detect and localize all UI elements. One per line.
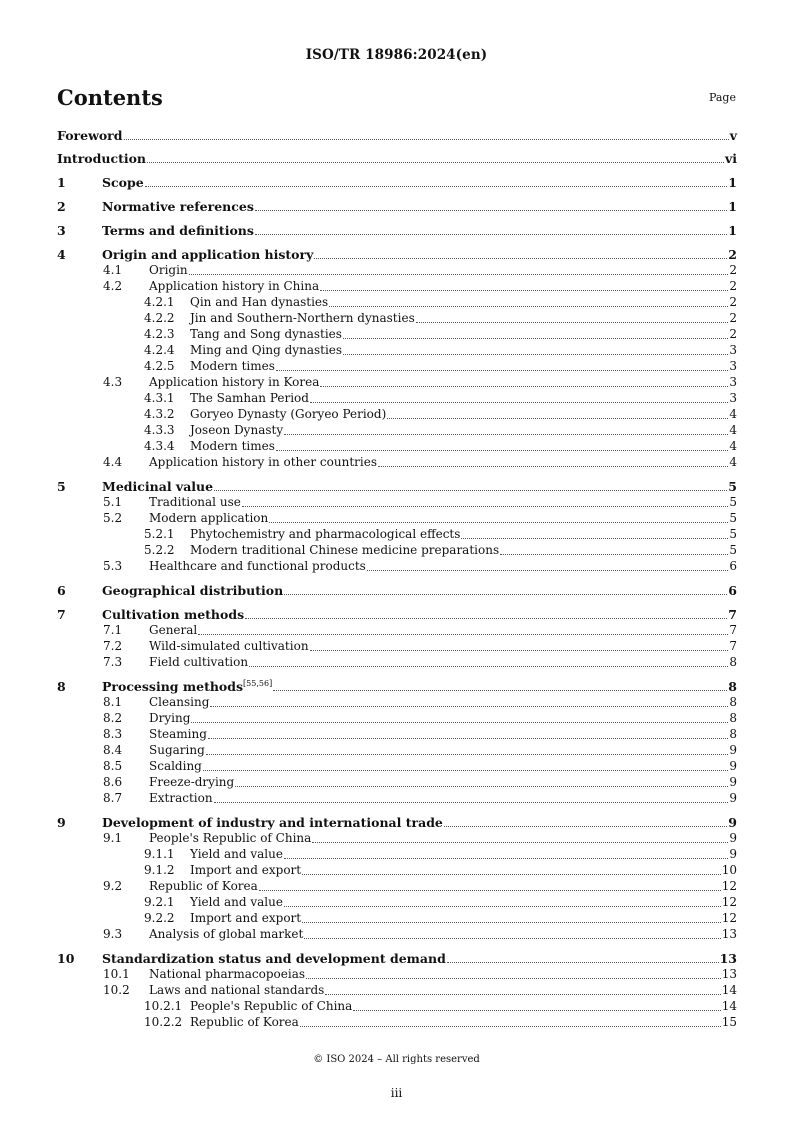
toc-entry[interactable] (57, 542, 737, 558)
dot-leader (208, 738, 728, 739)
toc-entry-number: 5 (57, 479, 66, 494)
toc-entry-number: 4.3.4 (144, 439, 175, 453)
toc-entry[interactable] (57, 262, 737, 278)
dot-leader (500, 554, 728, 555)
toc-entry-number: 9.2.2 (144, 911, 175, 925)
dot-leader (320, 386, 728, 387)
toc-entry-page: 4 (729, 407, 737, 421)
toc-entry[interactable] (57, 454, 737, 470)
toc-entry-title: Republic of Korea (190, 1015, 299, 1029)
toc-entry-page: 3 (729, 359, 737, 373)
toc-entry-title: Geographical distribution (102, 583, 284, 598)
dot-leader (329, 306, 728, 307)
toc-entry-title: Healthcare and functional products (149, 559, 366, 573)
toc-entry-title: Normative references (102, 199, 254, 214)
dot-leader (444, 826, 727, 827)
toc-entry-page: 9 (729, 759, 737, 773)
toc-entry-number: 8.2 (103, 711, 123, 725)
toc-entry-title: Republic of Korea (149, 879, 258, 893)
toc-entry-title: Application history in other countries (149, 455, 377, 469)
toc-entry-page: 14 (721, 983, 737, 997)
dot-leader (145, 186, 728, 187)
toc-entry-page: 3 (729, 391, 737, 405)
toc-entry[interactable] (57, 149, 737, 166)
toc-entry-page: 15 (721, 1015, 737, 1029)
dot-leader (416, 322, 729, 323)
toc-entry-title: Traditional use (149, 495, 241, 509)
toc-entry[interactable] (57, 477, 737, 494)
toc-entry-number: 4.2.1 (144, 295, 175, 309)
dot-leader (214, 490, 727, 491)
toc-entry-title: Joseon Dynasty (190, 423, 284, 437)
page-number: iii (390, 1086, 403, 1100)
toc-entry-number: 4.4 (103, 455, 123, 469)
toc-entry[interactable] (57, 677, 737, 694)
toc-entry-title: National pharmacopoeias (149, 967, 306, 981)
toc-entry-title: People's Republic of China (190, 999, 353, 1013)
toc-entry[interactable] (57, 726, 737, 742)
toc-entry-title: People's Republic of China (149, 831, 312, 845)
toc-entry[interactable] (57, 813, 737, 830)
dot-leader (387, 418, 728, 419)
toc-entry-number: 9.3 (103, 927, 123, 941)
toc-entry-title: Cultivation methods (102, 607, 245, 622)
toc-entry-number: 4.2.4 (144, 343, 175, 357)
toc-entry-title: Qin and Han dynasties (190, 295, 329, 309)
dot-leader (378, 466, 728, 467)
toc-entry-number: 4.3.2 (144, 407, 175, 421)
toc-entry-page: 1 (728, 223, 737, 238)
toc-entry-page: 4 (729, 439, 737, 453)
dot-leader (245, 618, 727, 619)
toc-entry-number: 5.1 (103, 495, 123, 509)
toc-entry[interactable] (57, 438, 737, 454)
toc-entry-number: 4.2.5 (144, 359, 175, 373)
toc-entry[interactable] (57, 622, 737, 638)
toc-entry-number: 9.1.2 (144, 863, 175, 877)
toc-entry-number: 7.2 (103, 639, 123, 653)
dot-leader (203, 770, 728, 771)
dot-leader (310, 402, 728, 403)
toc-entry[interactable] (57, 358, 737, 374)
toc-entry-page: 13 (721, 967, 737, 981)
toc-entry-number: 8.7 (103, 791, 123, 805)
dot-leader (273, 690, 727, 691)
toc-entry-title: General (149, 623, 198, 637)
dot-leader (198, 634, 728, 635)
toc-entry-number: 10.1 (103, 967, 130, 981)
toc-entry-title: Medicinal value (102, 479, 214, 494)
toc-entry[interactable] (57, 878, 737, 894)
toc-entry-page: 3 (729, 375, 737, 389)
toc-entry-page: 3 (729, 343, 737, 357)
toc-entry-title: Yield and value (190, 847, 283, 861)
dot-leader (242, 506, 729, 507)
dot-leader (214, 802, 729, 803)
page-title: Contents (57, 85, 163, 110)
toc-entry-title: Extraction (149, 791, 213, 805)
toc-entry-number: 9.2 (103, 879, 123, 893)
toc-entry[interactable] (57, 1014, 737, 1030)
toc-entry-page: 4 (729, 423, 737, 437)
dot-leader (189, 274, 729, 275)
toc-entry[interactable] (57, 581, 737, 598)
dot-leader (343, 338, 728, 339)
toc-entry-title: Phytochemistry and pharmacological effects (190, 527, 461, 541)
dot-leader (367, 570, 729, 571)
toc-entry-number: 7.3 (103, 655, 123, 669)
toc-entry-page: 5 (729, 527, 737, 541)
toc-entry-title: Origin (149, 263, 188, 277)
toc-entry-page: 5 (729, 511, 737, 525)
toc-entry[interactable] (57, 790, 737, 806)
toc-entry-page: 7 (729, 623, 737, 637)
toc-entry-page: 8 (728, 679, 737, 694)
toc-entry-title: Field cultivation (149, 655, 249, 669)
dot-leader (300, 1026, 721, 1027)
dot-leader (255, 234, 727, 235)
toc-entry[interactable] (57, 926, 737, 942)
toc-entry[interactable] (57, 422, 737, 438)
toc-entry-page: 2 (728, 247, 737, 262)
dot-leader (304, 938, 720, 939)
dot-leader (302, 874, 721, 875)
toc-entry-page: 5 (729, 543, 737, 557)
toc-entry-page: 9 (729, 775, 737, 789)
toc-entry-page: 10 (721, 863, 737, 877)
toc-entry-number: 8.6 (103, 775, 123, 789)
toc-entry-page: 5 (729, 495, 737, 509)
toc-entry-title: Introduction (57, 151, 147, 166)
toc-entry[interactable] (57, 326, 737, 342)
toc-entry-title: Wild-simulated cultivation (149, 639, 309, 653)
toc-entry-page: 6 (729, 559, 737, 573)
toc-entry[interactable] (57, 342, 737, 358)
toc-entry[interactable] (57, 510, 737, 526)
toc-entry-title: Analysis of global market (149, 927, 304, 941)
toc-entry-number: 7.1 (103, 623, 123, 637)
toc-entry-page: 12 (721, 895, 737, 909)
dot-leader (191, 722, 728, 723)
toc-entry-page: 9 (729, 847, 737, 861)
toc-entry[interactable] (57, 126, 737, 143)
toc-entry-title: Goryeo Dynasty (Goryeo Period) (190, 407, 387, 421)
dot-leader (255, 210, 727, 211)
dot-leader (353, 1010, 720, 1011)
dot-leader (447, 962, 719, 963)
toc-entry-title: The Samhan Period (190, 391, 309, 405)
toc-entry-page: 8 (729, 655, 737, 669)
toc-entry-number: 10.2.2 (144, 1015, 183, 1029)
table-of-contents (57, 126, 737, 1030)
toc-entry-number: 3 (57, 223, 66, 238)
toc-entry[interactable] (57, 846, 737, 862)
toc-entry-number: 9.2.1 (144, 895, 175, 909)
toc-entry-number: 4.2.3 (144, 327, 175, 341)
toc-entry-number: 6 (57, 583, 66, 598)
toc-entry-page: 2 (729, 279, 737, 293)
toc-entry-page: 4 (729, 455, 737, 469)
toc-entry[interactable] (57, 558, 737, 574)
toc-entry[interactable] (57, 910, 737, 926)
toc-entry-title: Scalding (149, 759, 202, 773)
toc-entry-page: 2 (729, 295, 737, 309)
toc-entry[interactable] (57, 949, 737, 966)
toc-entry-number: 9 (57, 815, 66, 830)
toc-entry-title: Development of industry and international trade (102, 815, 443, 830)
toc-entry-page: 1 (728, 199, 737, 214)
toc-entry-number: 10.2.1 (144, 999, 183, 1013)
dot-leader (210, 706, 728, 707)
toc-entry-number: 8.4 (103, 743, 123, 757)
dot-leader (314, 258, 727, 259)
toc-entry[interactable] (57, 605, 737, 622)
dot-leader (235, 786, 728, 787)
toc-entry-page: 8 (729, 695, 737, 709)
dot-leader (259, 890, 721, 891)
dot-leader (269, 522, 728, 523)
toc-entry-title: Standardization status and development demand (102, 951, 446, 966)
toc-entry-title: Yield and value (190, 895, 283, 909)
dot-leader (284, 858, 728, 859)
toc-entry-page: 13 (721, 927, 737, 941)
toc-entry-number: 5.3 (103, 559, 123, 573)
toc-entry-number: 8 (57, 679, 66, 694)
toc-entry-title: Scope (102, 175, 144, 190)
toc-entry[interactable] (57, 654, 737, 670)
copyright-footer: © ISO 2024 – All rights reserved (313, 1054, 480, 1065)
toc-entry-page: 14 (721, 999, 737, 1013)
toc-entry[interactable] (57, 310, 737, 326)
toc-entry-title: Foreword (57, 128, 123, 143)
toc-entry-number: 8.3 (103, 727, 123, 741)
toc-entry-page: 1 (728, 175, 737, 190)
toc-entry[interactable] (57, 526, 737, 542)
toc-entry-page: 12 (721, 879, 737, 893)
toc-entry-number: 7 (57, 607, 66, 622)
dot-leader (302, 922, 721, 923)
toc-entry-page: 9 (729, 791, 737, 805)
toc-entry[interactable] (57, 862, 737, 878)
toc-entry-page: vi (724, 151, 737, 166)
toc-entry[interactable] (57, 406, 737, 422)
toc-entry-number: 8.5 (103, 759, 123, 773)
toc-entry-number: 9.1 (103, 831, 123, 845)
toc-entry-number: 5.2 (103, 511, 123, 525)
toc-entry-title: Tang and Song dynasties (190, 327, 342, 341)
toc-entry-number: 5.2.2 (144, 543, 175, 557)
toc-entry[interactable] (57, 966, 737, 982)
toc-entry-page: 2 (729, 263, 737, 277)
toc-entry-page: 7 (729, 639, 737, 653)
toc-entry-title: Jin and Southern-Northern dynasties (190, 311, 415, 325)
page-column-label: Page (708, 91, 736, 104)
toc-entry-number: 4.1 (103, 263, 123, 277)
toc-entry-page: 9 (728, 815, 737, 830)
dot-leader (343, 354, 728, 355)
toc-entry[interactable] (57, 221, 737, 238)
dot-leader (276, 370, 728, 371)
dot-leader (306, 978, 721, 979)
dot-leader (206, 754, 729, 755)
toc-entry-page: 5 (728, 479, 737, 494)
toc-entry-title: Cleansing (149, 695, 210, 709)
toc-entry[interactable] (57, 245, 737, 262)
toc-entry-title: Import and export (190, 863, 302, 877)
toc-entry-title: Sugaring (149, 743, 205, 757)
toc-entry-page: 9 (729, 831, 737, 845)
toc-entry[interactable] (57, 173, 737, 190)
toc-entry[interactable] (57, 294, 737, 310)
toc-entry-title: Processing methods[55,56] (102, 679, 273, 694)
toc-entry[interactable] (57, 982, 737, 998)
toc-entry-title: Modern traditional Chinese medicine preparations (190, 543, 500, 557)
toc-entry[interactable] (57, 774, 737, 790)
toc-entry[interactable] (57, 494, 737, 510)
toc-entry-number: 4.3.1 (144, 391, 175, 405)
dot-leader (312, 842, 728, 843)
toc-entry-title: Origin and application history (102, 247, 314, 262)
toc-entry-page: 13 (719, 951, 737, 966)
toc-entry-page: 12 (721, 911, 737, 925)
toc-entry-title: Freeze-drying (149, 775, 235, 789)
toc-entry-number: 1 (57, 175, 66, 190)
dot-leader (284, 594, 727, 595)
toc-entry-title: Steaming (149, 727, 207, 741)
toc-entry-title: Modern times (190, 439, 275, 453)
toc-entry-page: 2 (729, 327, 737, 341)
toc-entry[interactable] (57, 998, 737, 1014)
toc-entry-number: 9.1.1 (144, 847, 175, 861)
toc-entry-page: 6 (728, 583, 737, 598)
toc-entry-number: 4.3.3 (144, 423, 175, 437)
dot-leader (284, 434, 728, 435)
toc-entry-title: Application history in Korea (149, 375, 320, 389)
toc-entry-title: Import and export (190, 911, 302, 925)
dot-leader (147, 162, 724, 163)
toc-entry-title: Drying (149, 711, 191, 725)
toc-entry-number: 2 (57, 199, 66, 214)
toc-entry-title: Laws and national standards (149, 983, 325, 997)
toc-entry[interactable] (57, 390, 737, 406)
toc-entry-title: Application history in China (149, 279, 320, 293)
document-header: ISO/TR 18986:2024(en) (305, 47, 488, 63)
toc-entry-title: Modern times (190, 359, 275, 373)
toc-entry-page: 8 (729, 727, 737, 741)
toc-entry[interactable] (57, 694, 737, 710)
toc-entry[interactable] (57, 638, 737, 654)
toc-entry-number: 4.2 (103, 279, 123, 293)
dot-leader (276, 450, 728, 451)
dot-leader (284, 906, 721, 907)
toc-entry-page: v (729, 128, 737, 143)
toc-entry-number: 4.3 (103, 375, 123, 389)
toc-entry-page: 2 (729, 311, 737, 325)
toc-entry[interactable] (57, 710, 737, 726)
dot-leader (124, 139, 729, 140)
toc-entry-title: Ming and Qing dynasties (190, 343, 343, 357)
toc-entry-number: 8.1 (103, 695, 123, 709)
reference-superscript: [55,56] (243, 679, 273, 688)
toc-entry-number: 10 (57, 951, 75, 966)
toc-entry-page: 9 (729, 743, 737, 757)
toc-entry-number: 4.2.2 (144, 311, 175, 325)
toc-entry-number: 10.2 (103, 983, 130, 997)
dot-leader (310, 650, 729, 651)
toc-entry[interactable] (57, 197, 737, 214)
toc-entry[interactable] (57, 278, 737, 294)
toc-entry-number: 5.2.1 (144, 527, 175, 541)
toc-entry[interactable] (57, 374, 737, 390)
toc-entry-title: Terms and definitions (102, 223, 254, 238)
toc-entry-page: 7 (728, 607, 737, 622)
toc-entry-title: Modern application (149, 511, 269, 525)
toc-entry-number: 4 (57, 247, 66, 262)
toc-entry[interactable] (57, 830, 737, 846)
dot-leader (325, 994, 720, 995)
toc-entry[interactable] (57, 758, 737, 774)
dot-leader (249, 666, 728, 667)
toc-entry-page: 8 (729, 711, 737, 725)
dot-leader (320, 290, 728, 291)
toc-entry[interactable] (57, 742, 737, 758)
dot-leader (461, 538, 728, 539)
toc-entry[interactable] (57, 894, 737, 910)
